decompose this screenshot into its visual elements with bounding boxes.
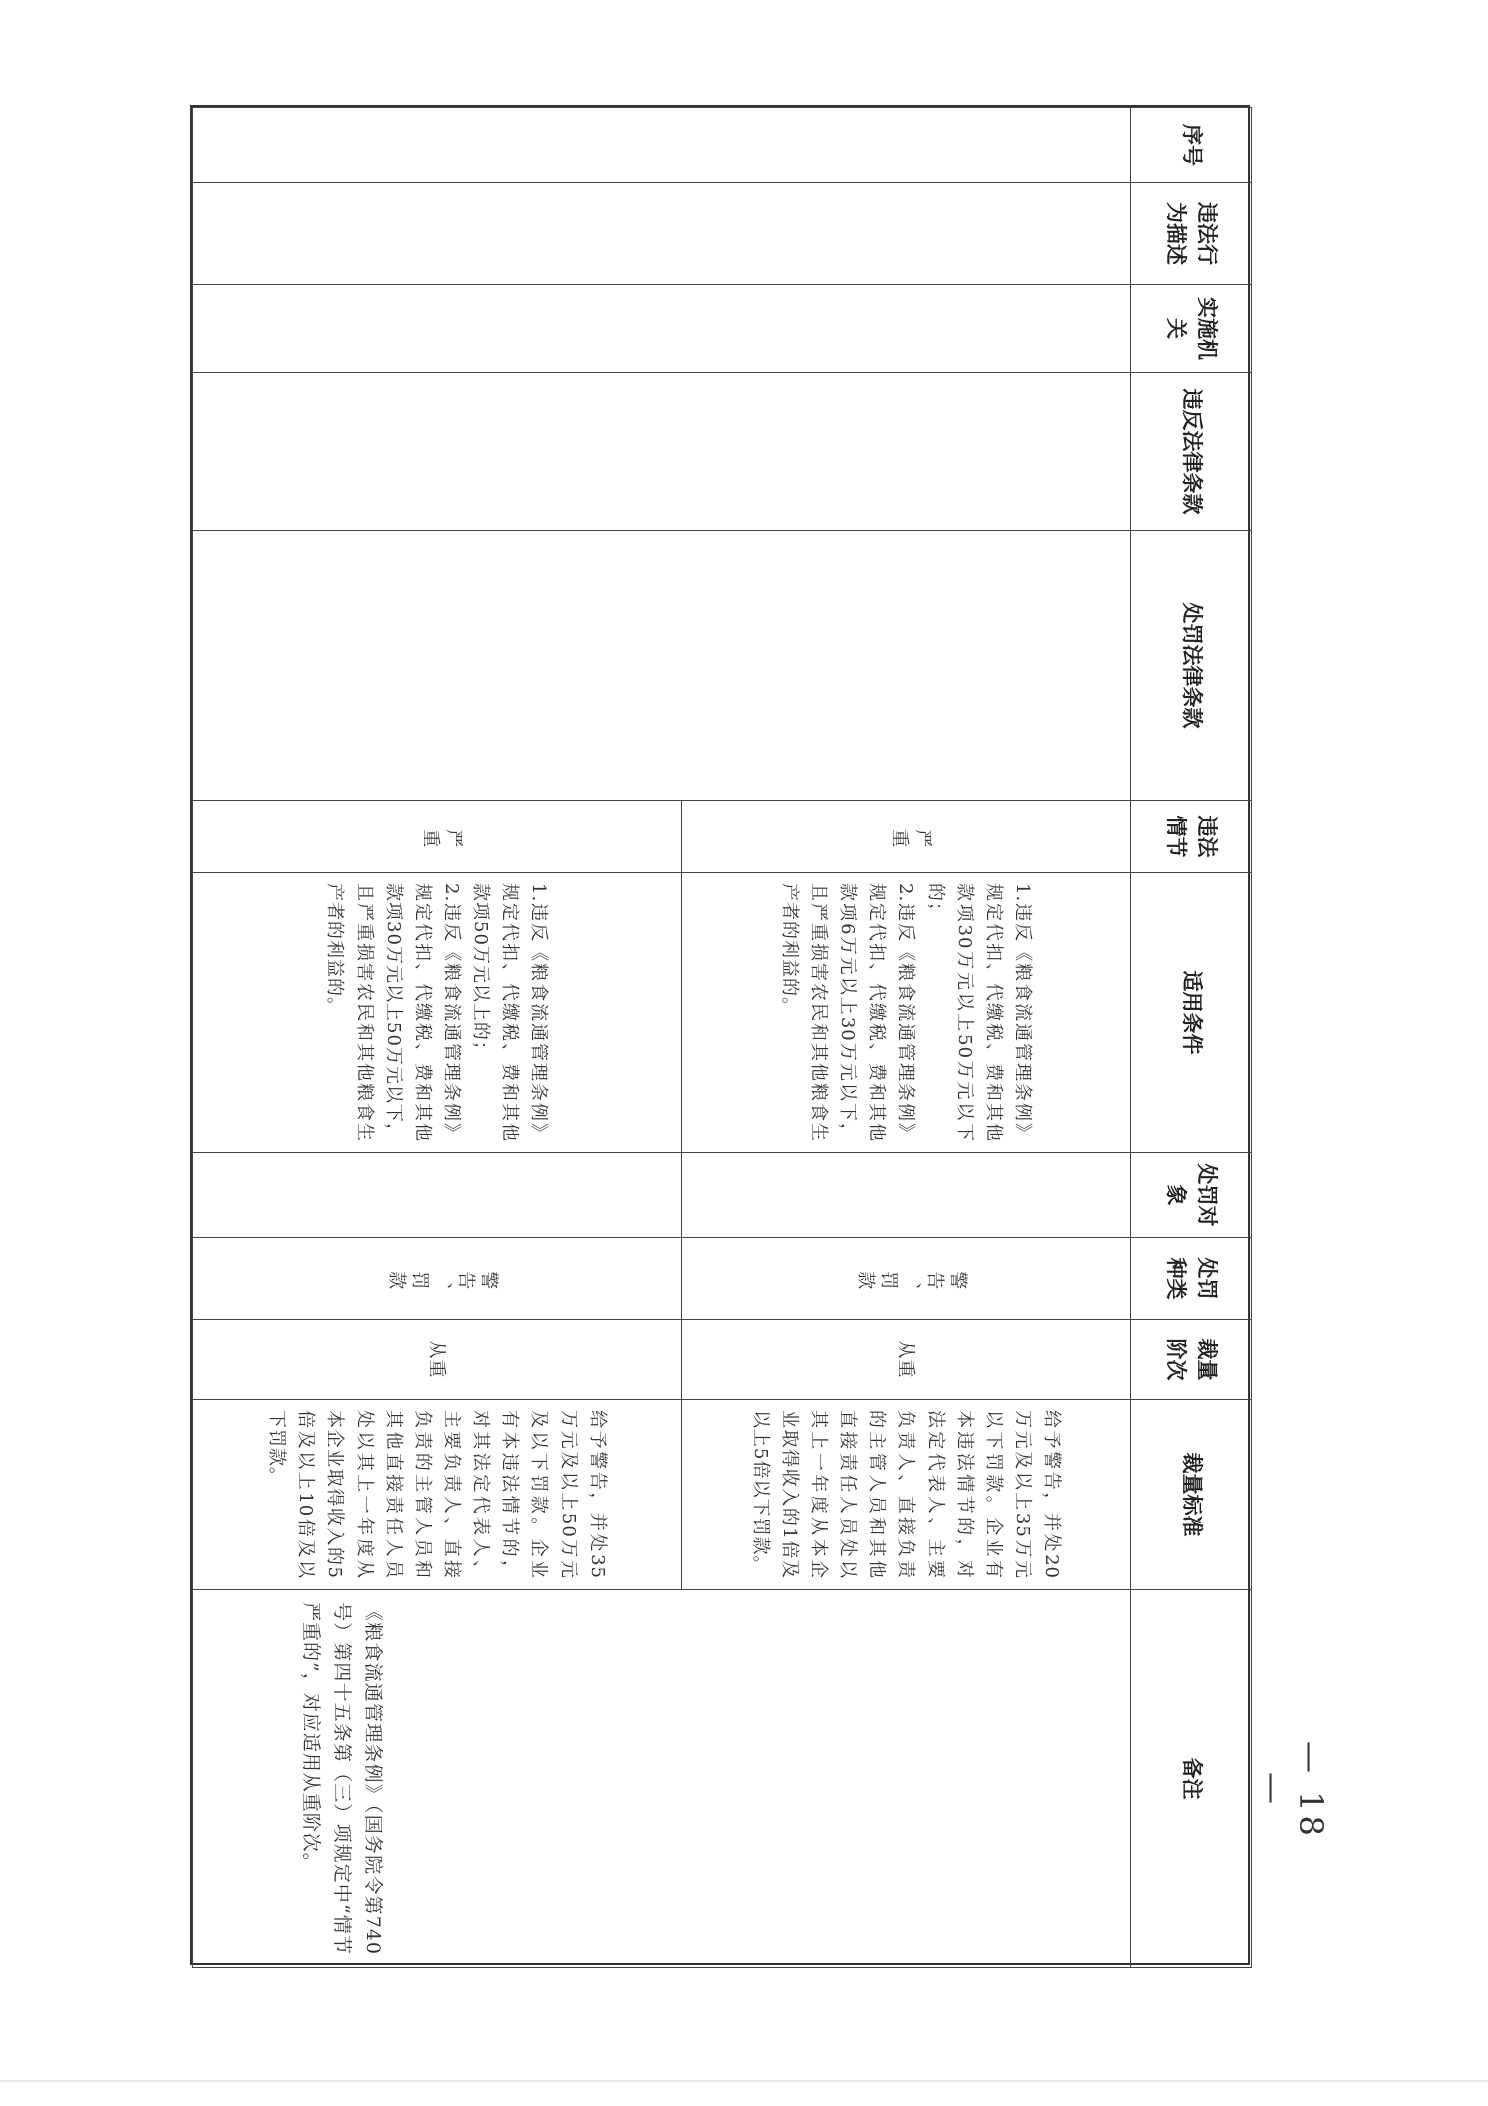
- header-penalty-type: 处罚种类: [1131, 1238, 1252, 1320]
- header-condition: 适用条件: [1131, 873, 1252, 1153]
- header-standard: 裁量标准: [1131, 1400, 1252, 1590]
- header-remark: 备注: [1131, 1590, 1252, 1968]
- penalty-type-cell: 警告、罚款: [193, 1238, 682, 1320]
- penalty-table-container: [190, 105, 1250, 1965]
- header-circumstance: 违法情节: [1131, 801, 1252, 873]
- page-number: — 18 —: [1254, 1740, 1330, 1840]
- condition-cell: 1.违反《粮食流通管理条例》规定代扣、代缴税、费和其他款项50万元以上的； 2.违反《粮食流通管理条例》规定代扣、代缴税、费和其他款项30万元以上50万元以下，且严重损害农民和其他粮食生产者的利益的。: [193, 873, 682, 1153]
- seq-cell: [193, 108, 1131, 183]
- behavior-cell: [193, 183, 1131, 285]
- target-cell: [681, 1153, 1130, 1238]
- header-penalty-clause: 处罚法律条款: [1131, 531, 1252, 801]
- standard-cell: 给予警告，并处20万元及以上35万元以下罚款。企业有本违法情节的，对法定代表人、主要负责人、直接负责的主管人员和其他直接责任人员处以其上一年度从本企业取得收入的1倍及以上5倍以下罚款。: [681, 1400, 1130, 1590]
- remark-cell: 《粮食流通管理条例》（国务院令第740号）第四十五条第（三）项规定中“情节严重的”，对应适用从重阶次。: [193, 1590, 1131, 1968]
- target-cell: [193, 1153, 682, 1238]
- header-agency: 实施机关: [1131, 285, 1252, 373]
- header-level: 裁量阶次: [1131, 1320, 1252, 1400]
- level-cell: 从重: [193, 1320, 682, 1400]
- penalty-discretion-table: [192, 107, 1252, 1968]
- scan-divider: [0, 2080, 1488, 2082]
- circumstance-cell: 严重: [681, 801, 1130, 873]
- penalty-type-cell: 警告、罚款: [681, 1238, 1130, 1320]
- header-seq: 序号: [1131, 108, 1252, 183]
- agency-cell: [193, 285, 1131, 373]
- condition-cell: 1.违反《粮食流通管理条例》规定代扣、代缴税、费和其他款项30万元以上50万元以下的； 2.违反《粮食流通管理条例》规定代扣、代缴税、费和其他款项6万元以上30万元以下，且严重损害农民和其他粮食生产者的利益的。: [681, 873, 1130, 1153]
- level-cell: 从重: [681, 1320, 1130, 1400]
- penalty-clause-cell: [193, 531, 1131, 801]
- rotated-table-frame: [192, 107, 1252, 1967]
- table-row: [681, 108, 1130, 1968]
- standard-cell: 给予警告，并处35万元及以上50万元及以下罚款。企业有本违法情节的，对其法定代表人、主要负责人、直接负责的主管人员和其他直接责任人员处以其上一年度从本企业取得收入的5倍及以上10倍及以下罚款。: [193, 1400, 682, 1590]
- header-target: 处罚对象: [1131, 1153, 1252, 1238]
- circumstance-cell: 严重: [193, 801, 682, 873]
- header-behavior: 违法行为描述: [1131, 183, 1252, 285]
- header-violated-clause: 违反法律条款: [1131, 373, 1252, 531]
- header-row: [1131, 108, 1252, 1968]
- violated-clause-cell: [193, 373, 1131, 531]
